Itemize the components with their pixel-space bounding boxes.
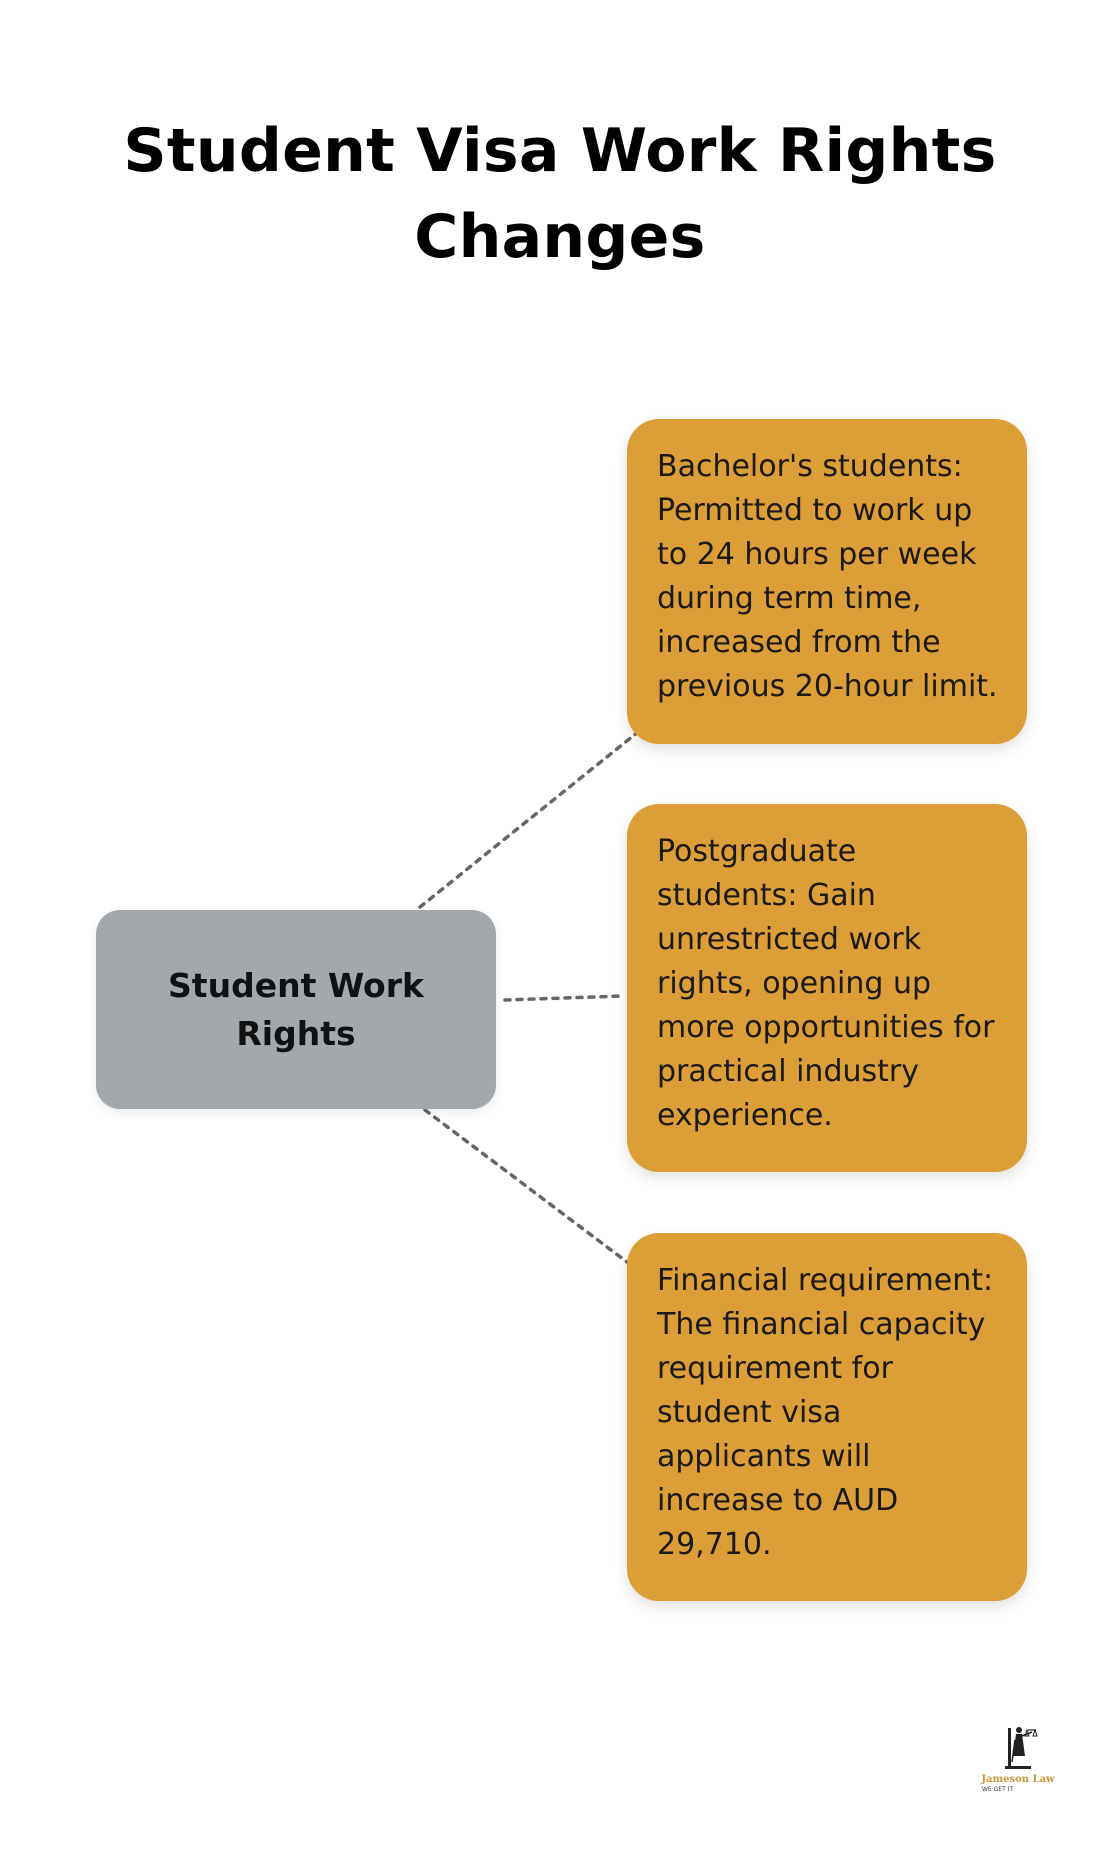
lady-justice-icon xyxy=(998,1722,1038,1774)
branch-node-text: Bachelor's students: Permitted to work up to 24 hours per week during term time, increased from the previous 20-hour limit. xyxy=(657,449,998,704)
branch-node-postgraduate xyxy=(627,804,1027,1172)
connector-line-2 xyxy=(505,996,623,1000)
connector-line-3 xyxy=(425,1110,627,1262)
branch-node-text: Postgraduate students: Gain unrestricted work rights, opening up more opportunities for practical industry experience. xyxy=(657,834,995,1133)
branch-node-financial xyxy=(627,1233,1027,1601)
center-node xyxy=(96,910,496,1109)
branch-node-bachelors xyxy=(627,419,1027,744)
logo-tagline: WE GET IT xyxy=(982,1786,1014,1793)
logo-name: Jameson Law xyxy=(981,1774,1055,1785)
branch-node-text: Financial requirement: The financial capacity requirement for student visa applicants will increase to AUD 29,710. xyxy=(657,1263,994,1562)
center-node-label: Student Work Rights xyxy=(168,965,424,1053)
page-title: Student Visa Work Rights Changes xyxy=(123,116,997,272)
brand-logo xyxy=(978,1722,1058,1802)
connector-line-1 xyxy=(420,732,638,907)
